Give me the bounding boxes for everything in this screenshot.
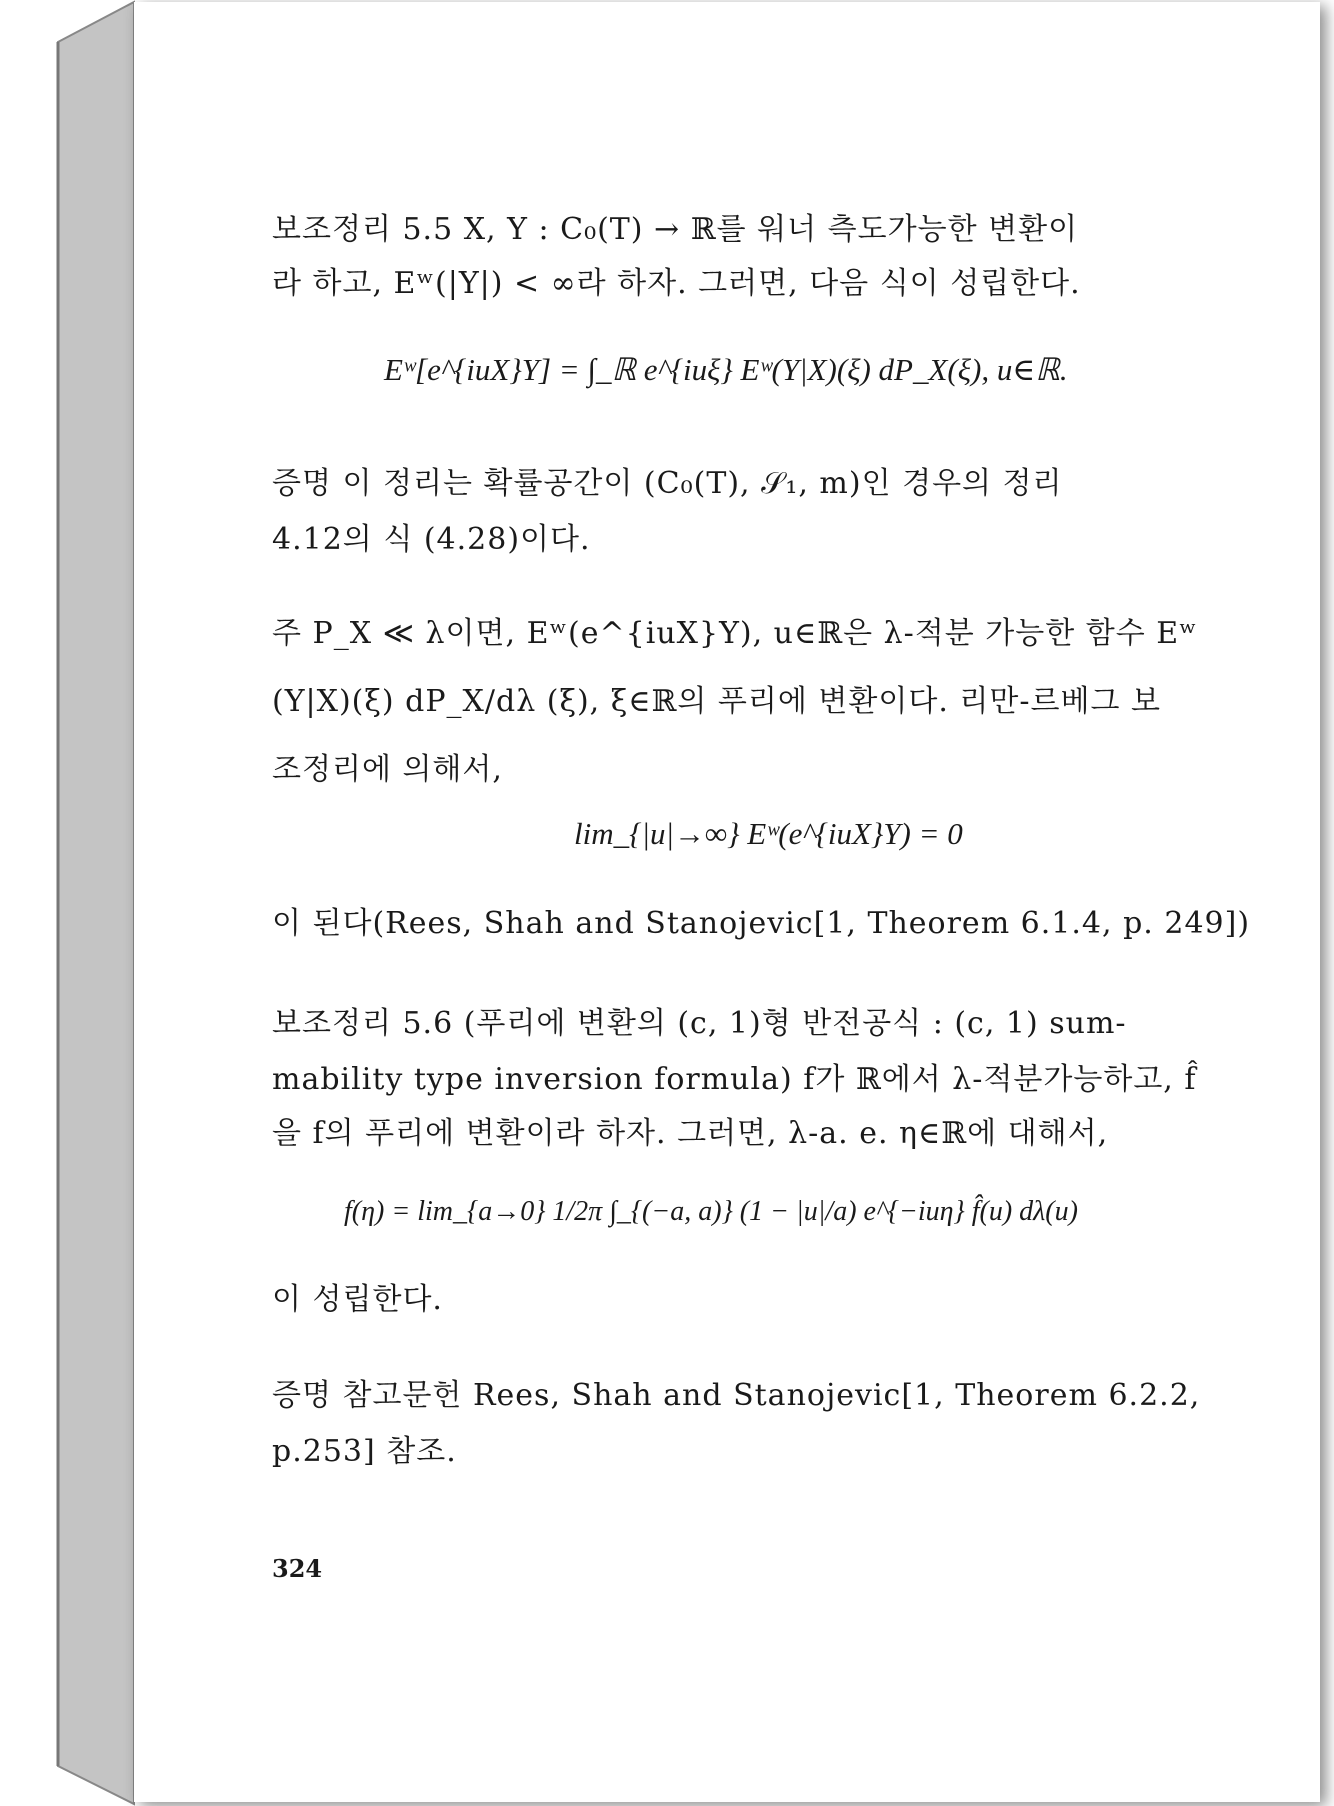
remark-line-3: 조정리에 의해서,	[272, 752, 503, 787]
remark-line-4: 이 된다(Rees, Shah and Stanojevic[1, Theorem 6.1.4, p. 249])	[272, 906, 1251, 941]
lemma-5-6-line-4: 이 성립한다.	[272, 1282, 443, 1317]
lemma-5-6-line-1: 보조정리 5.6 (푸리에 변환의 (c, 1)형 반전공식 : (c, 1) sum-	[272, 1006, 1127, 1041]
proof-5-5-line-2: 4.12의 식 (4.28)이다.	[272, 522, 591, 557]
lemma-5-6-line-2: mability type inversion formula) f가 ℝ에서 λ-적분가능하고, f̂	[272, 1062, 1197, 1097]
remark-limit-formula: lim_{|u|→∞} Eʷ(e^{iuX}Y) = 0	[574, 816, 963, 851]
proof-5-6-line-2: p.253] 참조.	[272, 1434, 457, 1469]
page-content	[134, 2, 1320, 1802]
lemma-5-6-line-3: 을 f의 푸리에 변환이라 하자. 그러면, λ-a. e. η∈ℝ에 대해서,	[272, 1116, 1109, 1151]
lemma-5-5-line-1: 보조정리 5.5 X, Y : C₀(T) → ℝ를 워너 측도가능한 변환이	[272, 212, 1079, 247]
remark-line-1: 주 P_X ≪ λ이면, Eʷ(e^{iuX}Y), u∈ℝ은 λ-적분 가능한 함수 Eʷ	[272, 616, 1198, 651]
proof-5-6-line-1: 증명 참고문헌 Rees, Shah and Stanojevic[1, Theorem 6.2.2,	[272, 1378, 1201, 1413]
lemma-5-6-formula: f(η) = lim_{a→0} 1/2π ∫_{(−a, a)} (1 − |u|/a) e^{−iuη} f̂(u) dλ(u)	[344, 1196, 1078, 1227]
lemma-5-5-formula: Eʷ[e^{iuX}Y] = ∫_ℝ e^{iuξ} Eʷ(Y|X)(ξ) dP_X(ξ), u∈ℝ.	[384, 352, 1068, 387]
page-number: 324	[272, 1554, 323, 1583]
lemma-5-5-line-2: 라 하고, Eʷ(|Y|) < ∞라 하자. 그러면, 다음 식이 성립한다.	[272, 266, 1081, 301]
proof-5-5-line-1: 증명 이 정리는 확률공간이 (C₀(T), 𝒮₁, m)인 경우의 정리	[272, 466, 1063, 501]
remark-line-2: (Y|X)(ξ) dP_X/dλ (ξ), ξ∈ℝ의 푸리에 변환이다. 리만-르베그 보	[272, 684, 1161, 719]
